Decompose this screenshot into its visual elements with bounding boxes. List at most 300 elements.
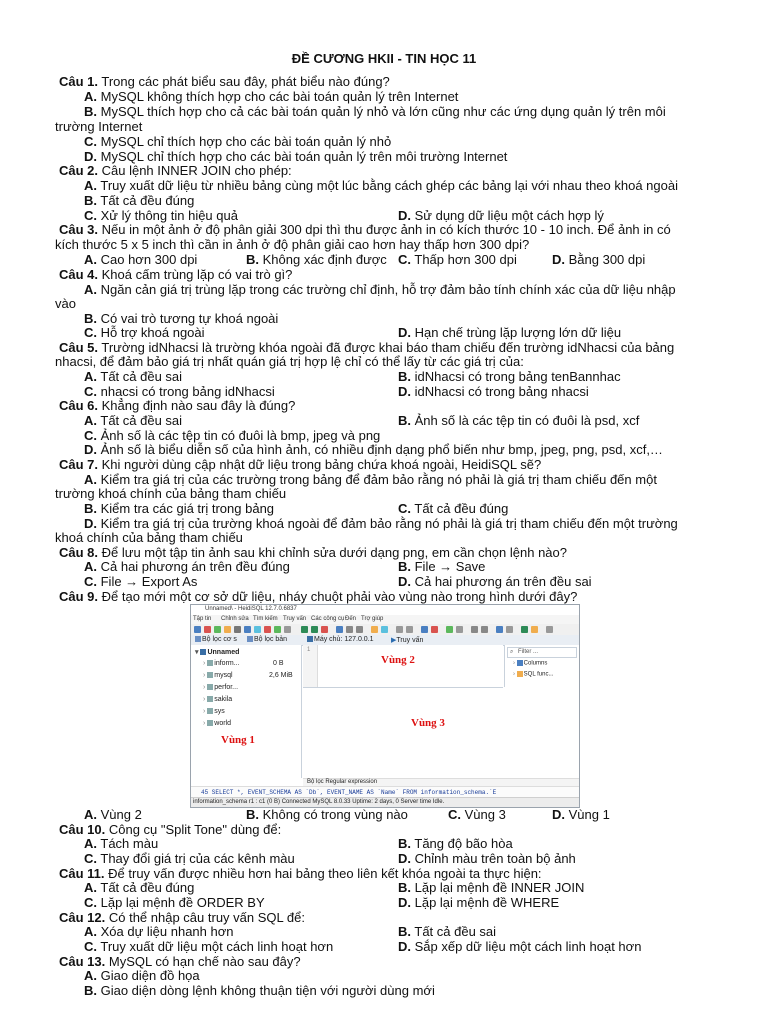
text-segment <box>398 252 517 267</box>
option-label: B. <box>246 807 259 822</box>
option-label: C. <box>84 384 97 399</box>
option-label: D. <box>84 149 97 164</box>
text-line <box>0 472 768 487</box>
option-label: B. <box>84 311 97 326</box>
database-icon <box>207 720 213 726</box>
option-label: C. <box>84 939 97 954</box>
text-content: Thay đổi giá trị của các kênh màu <box>97 851 295 866</box>
text-content: Truy xuất dữ liệu một cách linh hoạt hơn <box>97 939 334 954</box>
option-label: C. <box>84 895 97 910</box>
text-line <box>0 910 768 925</box>
text-line <box>0 866 768 881</box>
option-label: A. <box>84 252 97 267</box>
text-segment <box>55 530 243 545</box>
text-content: Ảnh số là các tệp tin có đuôi là bmp, jpeg và png <box>97 428 381 443</box>
tab-table-filter[interactable]: Bộ lọc bản <box>247 636 287 643</box>
window-icon <box>506 626 513 633</box>
refresh-icon <box>214 626 221 633</box>
text-segment <box>84 472 657 487</box>
expand-icon: › <box>203 708 208 715</box>
text-content: Vùng 1 <box>565 807 610 822</box>
tab-query[interactable]: ▶Truy vấn <box>391 637 424 644</box>
text-segment <box>84 983 435 998</box>
text-line <box>0 954 768 969</box>
option-label: B. <box>398 559 411 574</box>
text-content: Hạn chế trùng lặp lượng lớn dữ liệu <box>411 325 622 340</box>
text-segment <box>59 163 292 178</box>
text-content: Vùng 3 <box>461 807 506 822</box>
text-segment <box>59 222 671 237</box>
text-line <box>0 325 768 340</box>
text-line <box>0 501 768 516</box>
text-content: trường khoá chính của bảng tham chiếu <box>55 486 287 501</box>
text-line <box>0 589 768 604</box>
option-label: Câu 7. <box>59 457 99 472</box>
tree-item[interactable]: › perfor... <box>203 684 239 691</box>
text-content: Ngăn cản giá trị trùng lặp trong các trường chỉ định, hỗ trợ đảm bảo tính chính xác của dữ liệu nhập <box>97 282 676 297</box>
region-label-3: Vùng 3 <box>411 717 445 729</box>
expand-icon: › <box>203 672 208 679</box>
text-segment <box>448 807 506 822</box>
text-segment <box>84 924 234 939</box>
text-segment <box>84 574 197 589</box>
text-content: Lặp lại mệnh đề ORDER BY <box>97 895 265 910</box>
text-line <box>0 822 768 837</box>
text-content: Tăng độ bão hòa <box>411 836 513 851</box>
option-label: A. <box>84 924 97 939</box>
text-segment <box>84 807 142 822</box>
text-content: Hỗ trợ khoá ngoài <box>97 325 205 340</box>
database-icon <box>207 672 213 678</box>
text-content: Khẳng định nào sau đây là đúng? <box>98 398 296 413</box>
tree-root[interactable]: ▾ Unnamed <box>195 649 240 656</box>
option-label: D. <box>398 325 411 340</box>
sql-editor[interactable] <box>303 645 503 688</box>
tree-item[interactable]: › inform... <box>203 660 240 667</box>
text-segment <box>84 516 678 531</box>
tree-item[interactable]: › mysql <box>203 672 233 679</box>
text-segment <box>84 208 238 223</box>
check-icon <box>521 626 528 633</box>
option-label: Câu 3. <box>59 222 99 237</box>
export-icon <box>371 626 378 633</box>
text-line <box>0 178 768 193</box>
text-segment <box>55 119 142 134</box>
text-content: khoá chính của bảng tham chiếu <box>55 530 243 545</box>
helper-item[interactable]: › SQL func... <box>513 671 554 678</box>
menu-item: Trợ giúp <box>361 616 384 622</box>
heidisql-screenshot <box>190 604 580 808</box>
option-label: D. <box>398 384 411 399</box>
text-line <box>0 442 768 457</box>
result-grid[interactable] <box>303 688 579 776</box>
expand-icon: › <box>203 720 208 727</box>
text-segment <box>84 501 274 516</box>
option-label: Câu 9. <box>59 589 99 604</box>
text-content: nhacsi có trong bảng idNhacsi <box>97 384 275 399</box>
text-line <box>0 516 768 531</box>
helper-item[interactable]: › Columns <box>513 660 548 667</box>
option-label: Câu 6. <box>59 398 99 413</box>
replace-icon <box>356 626 363 633</box>
text-content: kích thước 5 x 5 inch thì cần in ảnh ở độ phân giải cao hơn hay thấp hơn 300 dpi? <box>55 237 530 252</box>
option-label: D. <box>552 252 565 267</box>
text-segment <box>398 924 496 939</box>
info-icon <box>546 626 553 633</box>
paste-icon <box>254 626 261 633</box>
text-line <box>0 457 768 472</box>
text-content: MySQL chỉ thích hợp cho các bài toán quản lý nhỏ <box>97 134 392 149</box>
text-segment <box>84 939 333 954</box>
text-content: Trường idNhacsi là trường khóa ngoài đã được khai báo tham chiếu đến trường idNhacsi của bảng <box>98 340 675 355</box>
table-icon <box>446 626 453 633</box>
text-line <box>0 222 768 237</box>
option-label: C. <box>84 851 97 866</box>
collapse-icon: ▾ <box>195 649 201 656</box>
text-line <box>0 545 768 560</box>
option-label: B. <box>398 880 411 895</box>
text-content: Không xác định được <box>259 252 387 267</box>
text-content: Có thể nhập câu truy vấn SQL để: <box>105 910 305 925</box>
menu-bar <box>191 615 579 624</box>
new-connection-icon <box>194 626 201 633</box>
text-segment <box>84 836 158 851</box>
text-segment <box>398 559 485 574</box>
text-segment <box>59 267 292 282</box>
regex-filter-bar[interactable]: Bộ lọc Regular expression <box>303 778 579 787</box>
text-content: Kiểm tra giá trị của các trường trong bảng để đảm bảo rằng nó phải là giá trị tham chiếu đến một <box>97 472 657 487</box>
text-segment <box>84 384 275 399</box>
disconnect-icon <box>204 626 211 633</box>
db-size: 0 B <box>273 660 284 667</box>
menu-item: Tập tin <box>193 616 212 622</box>
run-icon <box>301 626 308 633</box>
text-line <box>0 924 768 939</box>
text-content: Để lưu một tập tin ảnh sau khi chỉnh sửa dưới dạng png, em cần chọn lệnh nào? <box>98 545 567 560</box>
text-segment <box>59 954 301 969</box>
option-label: C. <box>398 252 411 267</box>
option-label: Câu 12. <box>59 910 106 925</box>
option-label: B. <box>398 369 411 384</box>
text-segment <box>59 457 541 472</box>
text-line <box>0 340 768 355</box>
text-content: vào <box>55 296 76 311</box>
menu-item: Các công cụ <box>311 616 345 622</box>
text-content: Bằng 300 dpi <box>565 252 646 267</box>
text-line <box>0 574 768 589</box>
window-title: Unnamed\ - HeidiSQL 12.7.0.6837 <box>205 606 297 612</box>
text-content: Sử dụng dữ liệu một cách hợp lý <box>411 208 604 223</box>
database-tree-panel[interactable] <box>191 645 302 778</box>
text-line <box>0 559 768 574</box>
expand-icon: › <box>203 660 208 667</box>
sql-log: 45 SELECT *, EVENT_SCHEMA AS `Db`, EVENT_NAME AS `Name` FROM information_schema.`E <box>191 786 579 797</box>
text-segment <box>84 968 200 983</box>
text-segment <box>398 208 604 223</box>
text-line <box>0 282 768 297</box>
db-size: 2,6 MiB <box>269 672 293 679</box>
text-line <box>0 939 768 954</box>
status-bar: information_schema r1 : c1 (0 B) Connected MySQL 8.0.33 Uptime: 2 days, 0 Server time Idle. <box>191 797 579 808</box>
power-icon <box>431 626 438 633</box>
option-label: C. <box>84 134 97 149</box>
text-segment <box>84 325 205 340</box>
text-line <box>0 193 768 208</box>
text-segment <box>59 340 674 355</box>
region-label-2: Vùng 2 <box>381 654 415 666</box>
delete-icon <box>264 626 271 633</box>
option-label: B. <box>398 413 411 428</box>
text-content: nhacsi, để đảm bảo giá trị nhất quán giá trị hợp lệ chỉ có thể lấy từ các giá trị của: <box>55 354 524 369</box>
text-content: Tất cả đều sai <box>411 924 497 939</box>
save-icon <box>234 626 241 633</box>
text-content: Kiểm tra các giá trị trong bảng <box>97 501 275 516</box>
copy-icon <box>244 626 251 633</box>
warning-icon <box>531 626 538 633</box>
text-line <box>0 119 768 134</box>
option-label: A. <box>84 369 97 384</box>
option-label: C. <box>84 574 97 589</box>
text-segment <box>398 369 621 384</box>
expand-icon: › <box>203 684 208 691</box>
option-label: D. <box>84 442 97 457</box>
text-content: idNhacsi có trong bảng tenBannhac <box>411 369 621 384</box>
text-line <box>0 486 768 501</box>
option-label: Câu 10. <box>59 822 106 837</box>
text-segment <box>84 428 380 443</box>
tab-database-filter[interactable]: Bộ lọc cơ s <box>195 636 237 643</box>
tree-item[interactable]: › sakila <box>203 696 233 703</box>
text-segment <box>55 237 529 252</box>
option-label: B. <box>398 836 411 851</box>
filter-icon <box>247 636 253 642</box>
line-number-gutter: 1 <box>303 645 318 687</box>
option-label: C. <box>448 807 461 822</box>
text-content: idNhacsi có trong bảng nhacsi <box>411 384 589 399</box>
text-segment <box>84 413 182 428</box>
text-content: MySQL thích hợp cho cả các bài toán quản lý nhỏ và lớn cũng như các ứng dụng quản lý trên môi <box>97 104 666 119</box>
expand-icon: › <box>513 660 517 667</box>
option-label: A. <box>84 89 97 104</box>
text-segment <box>84 89 458 104</box>
text-content: MySQL chỉ thích hợp cho các bài toán quản lý trên môi trường Internet <box>97 149 508 164</box>
text-line <box>0 149 768 164</box>
text-line <box>0 428 768 443</box>
text-content: Chỉnh màu trên toàn bộ ảnh <box>411 851 576 866</box>
text-segment <box>59 910 305 925</box>
text-segment <box>84 252 197 267</box>
tree-item[interactable]: › sys <box>203 708 225 715</box>
option-label: D. <box>552 807 565 822</box>
text-segment <box>398 880 584 895</box>
text-content: Tất cả đều sai <box>97 369 183 384</box>
text-content: Lặp lại mệnh đề WHERE <box>411 895 560 910</box>
text-segment <box>55 486 286 501</box>
log-icon <box>456 626 463 633</box>
option-label: B. <box>84 983 97 998</box>
function-icon <box>517 671 523 677</box>
text-content: Vùng 2 <box>97 807 142 822</box>
text-content: trường Internet <box>55 119 143 134</box>
text-segment <box>398 895 559 910</box>
text-segment <box>398 325 621 340</box>
text-content: File → Export As <box>97 574 198 589</box>
text-content: Giao diện dòng lệnh không thuận tiện với người dùng mới <box>97 983 435 998</box>
text-segment <box>59 589 577 604</box>
server-icon <box>200 649 206 655</box>
menu-item: Tìm kiếm <box>253 616 278 622</box>
option-label: Câu 5. <box>59 340 99 355</box>
text-line <box>0 968 768 983</box>
text-line <box>0 530 768 545</box>
text-content: Tất cả đều đúng <box>97 880 195 895</box>
text-segment <box>84 442 663 457</box>
menu-item: Chỉnh sửa <box>221 616 249 622</box>
text-content: Ảnh số là biểu diễn số của hình ảnh, có nhiều định dạng phổ biến như bmp, jpeg, png, psd, xcf,… <box>97 442 663 457</box>
text-segment <box>84 311 278 326</box>
text-segment <box>246 807 408 822</box>
text-line <box>0 369 768 384</box>
text-segment <box>84 193 194 208</box>
filter-icon <box>195 636 201 642</box>
option-label: A. <box>84 413 97 428</box>
text-line <box>0 163 768 178</box>
server-icon <box>307 636 313 642</box>
text-segment <box>246 252 387 267</box>
text-line <box>0 74 768 89</box>
text-line <box>0 354 768 369</box>
text-content: Để tạo mới một cơ sở dữ liệu, nháy chuột phải vào vùng nào trong hình dưới đây? <box>98 589 578 604</box>
text-segment <box>59 822 281 837</box>
text-content: Cả hai phương án trên đều đúng <box>97 559 290 574</box>
sql-icon <box>496 626 503 633</box>
text-segment <box>59 398 295 413</box>
text-line <box>0 104 768 119</box>
text-segment <box>84 134 391 149</box>
tree-item[interactable]: › world <box>203 720 232 727</box>
option-label: C. <box>398 501 411 516</box>
user-icon <box>421 626 428 633</box>
text-line <box>0 237 768 252</box>
document-title: ĐỀ CƯƠNG HKII - TIN HỌC 11 <box>291 51 477 66</box>
search-icon <box>346 626 353 633</box>
option-label: Câu 13. <box>59 954 106 969</box>
text-segment <box>398 384 589 399</box>
text-segment <box>398 574 592 589</box>
text-content: Để truy vấn được nhiều hơn hai bảng theo liên kết khóa ngoài ta thực hiện: <box>104 866 542 881</box>
option-label: C. <box>84 325 97 340</box>
text-line <box>0 413 768 428</box>
text-segment <box>84 369 182 384</box>
text-line <box>0 252 768 267</box>
option-label: D. <box>398 939 411 954</box>
region-label-1: Vùng 1 <box>221 734 255 746</box>
text-content: Tất cả đều sai <box>97 413 183 428</box>
text-content: Giao diện đồ họa <box>97 968 200 983</box>
settings-icon <box>396 626 403 633</box>
text-segment <box>55 296 76 311</box>
text-segment <box>84 104 666 119</box>
text-content: MySQL có hạn chế nào sau đây? <box>105 954 301 969</box>
text-line <box>0 807 768 822</box>
database-icon <box>207 696 213 702</box>
option-label: A. <box>84 559 97 574</box>
option-label: Câu 2. <box>59 163 99 178</box>
text-segment <box>398 939 641 954</box>
text-content: Không có trong vùng nào <box>259 807 408 822</box>
text-content: Câu lệnh INNER JOIN cho phép: <box>98 163 292 178</box>
option-label: A. <box>84 968 97 983</box>
text-line <box>0 851 768 866</box>
text-line <box>0 836 768 851</box>
text-line <box>0 89 768 104</box>
text-line <box>0 134 768 149</box>
edit-icon <box>284 626 291 633</box>
database-icon <box>207 684 213 690</box>
option-label: Câu 8. <box>59 545 99 560</box>
text-content: Cả hai phương án trên đều sai <box>411 574 592 589</box>
text-segment <box>84 178 678 193</box>
text-segment <box>55 354 524 369</box>
text-content: Cao hơn 300 dpi <box>97 252 198 267</box>
text-content: Có vai trò tương tự khoá ngoài <box>97 311 279 326</box>
text-content: Thấp hơn 300 dpi <box>411 252 517 267</box>
text-content: MySQL không thích hợp cho các bài toán quản lý trên Internet <box>97 89 459 104</box>
format-icon <box>336 626 343 633</box>
text-content: Kiểm tra giá trị của trường khoá ngoài để đảm bảo rằng nó phải là giá trị tham chiếu đến một trường <box>97 516 678 531</box>
text-segment <box>59 74 390 89</box>
filter-icon <box>481 626 488 633</box>
option-label: A. <box>84 836 97 851</box>
option-label: A. <box>84 880 97 895</box>
option-label: D. <box>398 208 411 223</box>
option-label: A. <box>84 807 97 822</box>
run-selection-icon <box>311 626 318 633</box>
text-segment <box>398 413 639 428</box>
search-icon: ⌕ <box>510 649 514 655</box>
text-segment <box>84 851 295 866</box>
tab-host[interactable]: Máy chủ: 127.0.0.1 <box>307 636 374 643</box>
option-label: C. <box>84 208 97 223</box>
text-content: Trong các phát biểu sau đây, phát biểu nào đúng? <box>98 74 390 89</box>
text-segment <box>398 836 513 851</box>
option-label: B. <box>84 193 97 208</box>
import-icon <box>381 626 388 633</box>
folder-icon <box>224 626 231 633</box>
option-label: B. <box>246 252 259 267</box>
text-segment <box>552 252 645 267</box>
option-label: C. <box>84 428 97 443</box>
text-segment <box>59 866 542 881</box>
stop-icon <box>321 626 328 633</box>
helpers-filter-input[interactable]: ⌕ Filter ... <box>507 647 577 658</box>
text-segment <box>398 501 508 516</box>
text-line <box>0 983 768 998</box>
help-icon <box>406 626 413 633</box>
add-icon <box>274 626 281 633</box>
text-line <box>0 398 768 413</box>
text-segment <box>84 149 507 164</box>
text-line <box>0 311 768 326</box>
option-label: Câu 4. <box>59 267 99 282</box>
text-content: Sắp xếp dữ liệu một cách linh hoạt hơn <box>411 939 642 954</box>
option-label: B. <box>84 501 97 516</box>
option-label: A. <box>84 472 97 487</box>
menu-item: Đến <box>345 616 357 622</box>
text-segment <box>59 545 567 560</box>
text-segment <box>398 851 576 866</box>
option-label: D. <box>398 851 411 866</box>
